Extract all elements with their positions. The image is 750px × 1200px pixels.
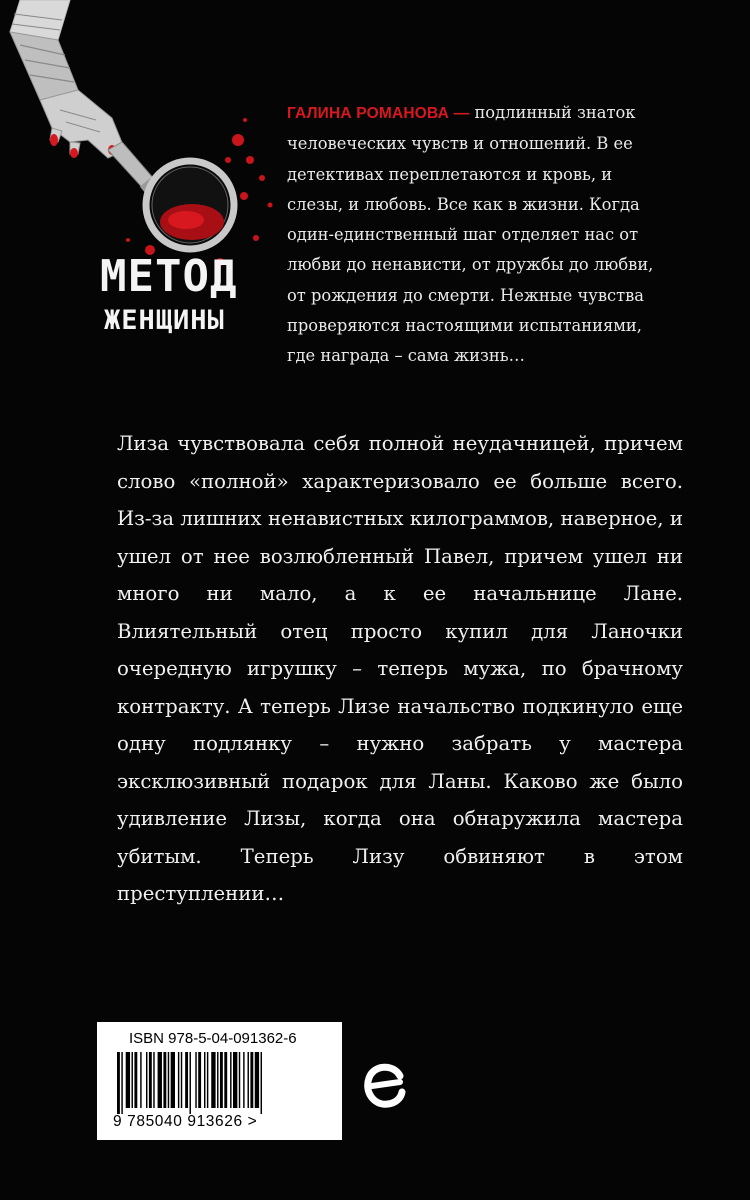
barcode-bar <box>195 1052 196 1108</box>
author-name: ГАЛИНА РОМАНОВА — <box>287 105 470 122</box>
author-blurb-text: подлинный знаток человеческих чувств и отношений. В ее детективах переплетаются и кровь, и слезы, и любовь. Все как в жизни. Когда один-единственный шаг отделяет нас от любви до ненависти, от дружбы до любви, от рождения до смерти. Нежные чувства проверяются настоящими испытаниями, где награда – сама жизнь… <box>287 103 654 366</box>
series-title-line1: МЕТОД <box>100 251 238 302</box>
publisher-logo-icon <box>360 1058 408 1114</box>
barcode-bar <box>243 1052 244 1108</box>
barcode-bar <box>178 1052 179 1108</box>
book-synopsis: Лиза чувствовала себя полной неудачницей, причем слово «полной» характеризовало ее больше всего. Из-за лишних ненавистных килограммов, наверное, и ушел от нее возлюбленный Павел, причем ушел ни много ни мало, а к ее начальнице Лане. Влиятельный отец просто купил для Ланочки очередную игрушку – теперь мужа, по брачному контракту. А теперь Лизе начальство подкинуло еще одну подлянку – нужно забрать у мастера эксклюзивный подарок для Ланы. Каково же было удивление Лизы, когда она обнаружила мастера убитым. Теперь Лизу обвиняют в этом преступлении… <box>117 432 683 905</box>
isbn-label: ISBN 978-5-04-091362-6 <box>129 1030 297 1047</box>
barcode-bar <box>198 1052 201 1108</box>
barcode-bar <box>220 1052 223 1108</box>
barcode-bar <box>181 1052 182 1108</box>
barcode-bar <box>190 1052 191 1114</box>
barcode-bar <box>230 1052 231 1108</box>
barcode-bar <box>140 1052 141 1108</box>
barcode-bar <box>185 1052 188 1108</box>
barcode-bar <box>163 1052 166 1108</box>
barcode-bar <box>217 1052 218 1108</box>
isbn-barcode <box>97 1022 342 1140</box>
barcode-bar <box>121 1052 122 1114</box>
barcode-bar <box>126 1052 130 1108</box>
barcode-bar <box>233 1052 237 1108</box>
barcode-bar <box>224 1052 227 1108</box>
barcode-bar <box>158 1052 162 1108</box>
barcode-bar <box>204 1052 205 1108</box>
barcode-bar <box>168 1052 169 1108</box>
barcode-bar <box>207 1052 208 1108</box>
series-title-line2: ЖЕНЩИНЫ <box>104 305 225 336</box>
barcode-bar <box>153 1052 154 1108</box>
barcode-bar <box>117 1052 120 1114</box>
barcode-bar <box>250 1052 253 1108</box>
barcode-bar <box>146 1052 147 1108</box>
barcode-bar <box>132 1052 133 1108</box>
barcode-digits: 9 785040 913626 > <box>113 1113 258 1130</box>
barcode-bar <box>134 1052 137 1108</box>
barcode-bar <box>255 1052 259 1108</box>
barcode-bar <box>149 1052 152 1108</box>
barcode-bar <box>248 1052 249 1108</box>
series-logo <box>100 252 275 347</box>
barcode-bars <box>113 1052 327 1114</box>
barcode-bar <box>171 1052 175 1108</box>
barcode-bar <box>261 1052 262 1114</box>
barcode-bar <box>211 1052 215 1108</box>
author-blurb <box>287 98 657 372</box>
barcode-bar <box>239 1052 240 1108</box>
